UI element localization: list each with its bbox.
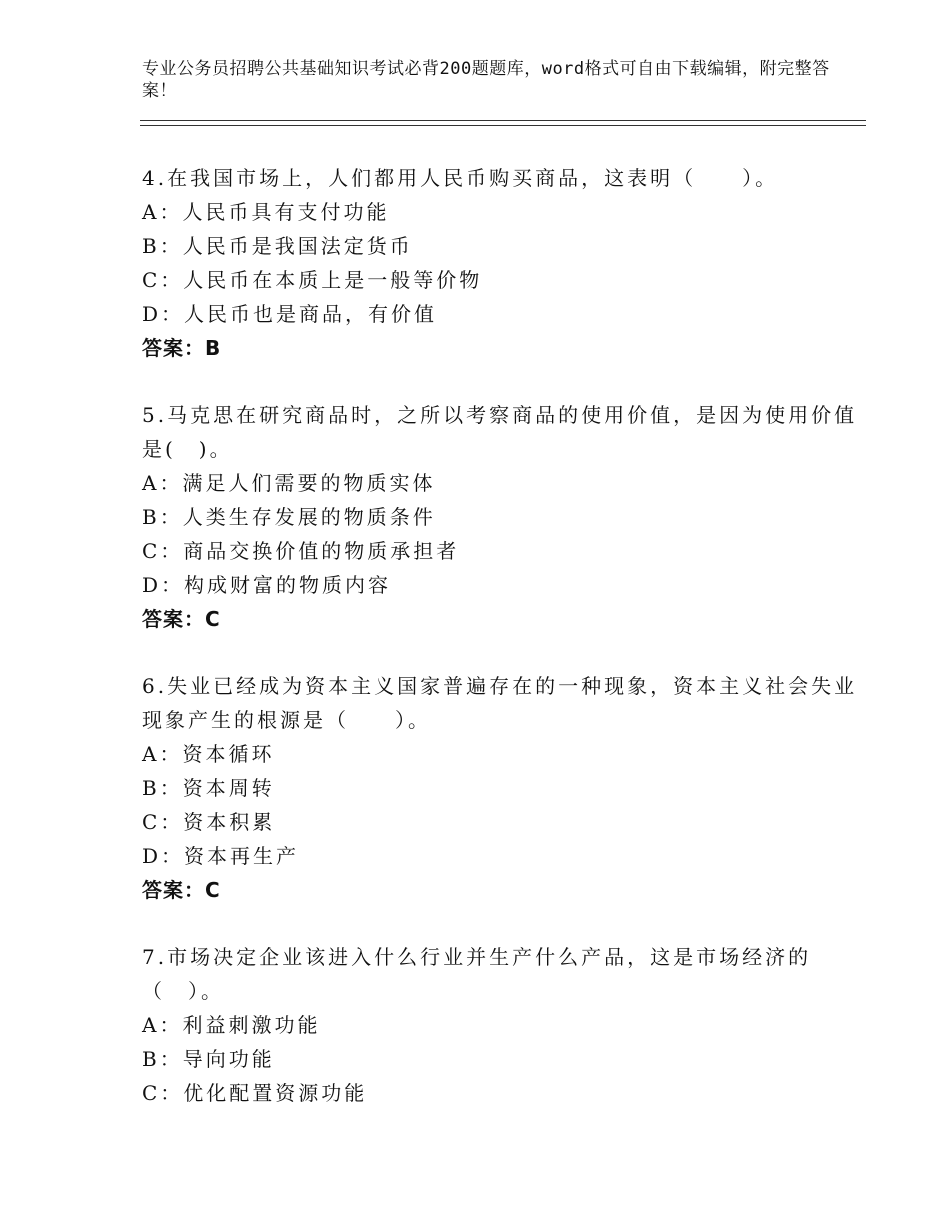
option-a: A：利益刺激功能: [142, 1013, 321, 1037]
option-b: B：人民币是我国法定货币: [142, 234, 413, 258]
option-d: D：人民币也是商品，有价值: [142, 302, 438, 326]
option-c: C：人民币在本质上是一般等价物: [142, 268, 483, 292]
option-a: A：人民币具有支付功能: [142, 200, 390, 224]
answer: 答案：C: [142, 878, 221, 902]
question-text: 6.失业已经成为资本主义国家普遍存在的一种现象，资本主义社会失业现象产生的根源是（ ）。: [142, 674, 858, 732]
header-rule-bottom: [140, 125, 866, 126]
option-a: A：满足人们需要的物质实体: [142, 471, 436, 495]
answer: 答案：B: [142, 336, 222, 360]
question-7: [142, 940, 862, 1110]
option-b: B：人类生存发展的物质条件: [142, 505, 436, 529]
option-a: A：资本循环: [142, 742, 275, 766]
option-d: D：构成财富的物质内容: [142, 573, 392, 597]
option-b: B：资本周转: [142, 776, 275, 800]
question-5: [142, 398, 862, 636]
option-d: D：资本再生产: [142, 844, 300, 868]
question-list: [142, 161, 862, 1143]
option-c: C：优化配置资源功能: [142, 1081, 368, 1105]
option-c: C：商品交换价值的物质承担者: [142, 539, 460, 563]
question-text: 5.马克思在研究商品时，之所以考察商品的使用价值，是因为使用价值是( )。: [142, 403, 858, 461]
option-c: C：资本积累: [142, 810, 276, 834]
option-b: B：导向功能: [142, 1047, 275, 1071]
question-4: [142, 161, 862, 365]
question-6: [142, 669, 862, 907]
header-rule-top: [140, 120, 866, 121]
question-text: 7.市场决定企业该进入什么行业并生产什么产品，这是市场经济的（ ）。: [142, 945, 812, 1003]
answer: 答案：C: [142, 607, 221, 631]
question-text: 4.在我国市场上，人们都用人民币购买商品，这表明（ ）。: [142, 166, 779, 190]
document-header: 专业公务员招聘公共基础知识考试必背200题题库，word格式可自由下载编辑，附完整答案！: [142, 59, 830, 101]
